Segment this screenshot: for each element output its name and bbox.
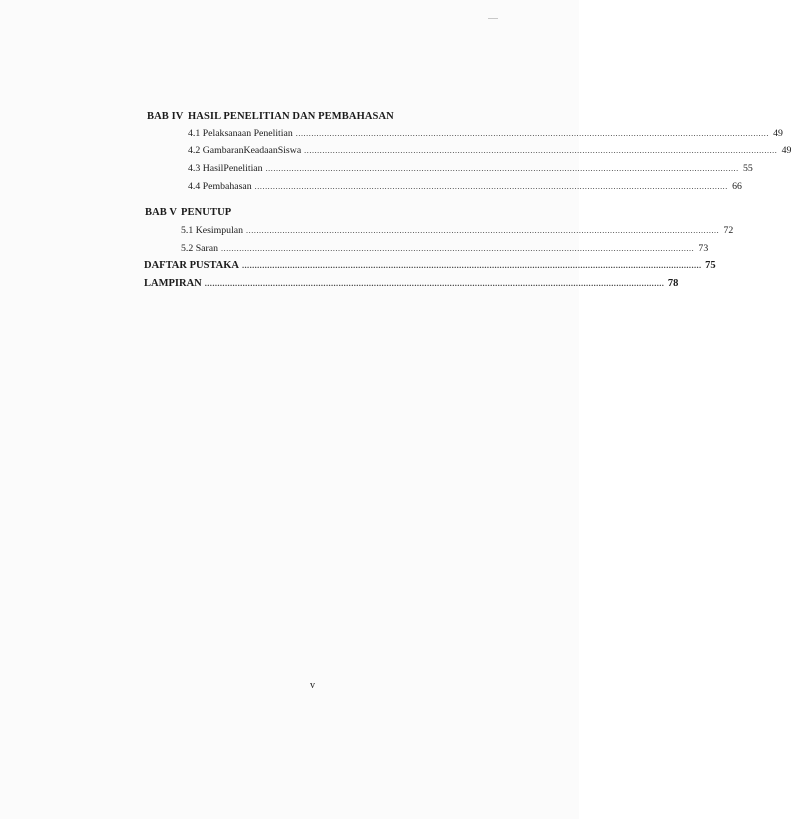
page-number: v [310,680,315,691]
toc-entry[interactable] [188,181,742,192]
chapter-number: BAB IV [147,111,184,122]
chapter-heading-bab-v [145,207,231,218]
toc-entry-label: 5.1 Kesimpulan [181,225,244,236]
toc-entry-page: 78 [667,278,679,289]
toc-entry-page: 73 [698,243,709,254]
toc-entry-page: 72 [723,225,734,236]
toc-entry-page: 75 [705,260,716,271]
chapter-title: PENUTUP [181,207,232,218]
chapter-number: BAB V [145,207,178,218]
toc-entry-label: 5.2 Saran [181,243,219,254]
toc-entry-label: DAFTAR PUSTAKA [144,260,239,271]
scan-artifact [488,18,498,19]
dot-leader: ...................................................................................................................................................................................... [221,244,695,253]
toc-entry-label: 4.1 Pelaksanaan Penelitian [188,128,293,139]
toc-entry-page: 55 [742,163,753,174]
dot-leader: ...................................................................................................................................................................................... [254,182,728,191]
dot-leader: ...................................................................................................................................................................................... [242,260,702,270]
toc-entry-label: 4.3 HasilPenelitian [188,163,263,174]
toc-entry[interactable] [188,145,791,156]
dot-leader: ...................................................................................................................................................................................... [295,129,769,138]
toc-entry-label: 4.4 Pembahasan [188,181,252,192]
toc-entry-label: LAMPIRAN [144,278,202,289]
toc-entry-page: 49 [781,145,791,156]
dot-leader: ...................................................................................................................................................................................... [246,226,720,235]
toc-entry[interactable] [188,128,783,139]
toc-entry-label: 4.2 GambaranKeadaanSiswa [188,145,302,156]
chapter-heading-bab-iv [147,111,394,122]
toc-entry[interactable] [181,243,709,254]
toc-entry-daftar-pustaka[interactable] [144,260,716,271]
toc-entry[interactable] [181,225,734,236]
dot-leader: ...................................................................................................................................................................................... [265,164,739,173]
chapter-title: HASIL PENELITIAN DAN PEMBAHASAN [188,111,394,122]
dot-leader: ...................................................................................................................................................................................... [204,278,665,288]
toc-entry-page: 49 [773,128,783,139]
dot-leader: ...................................................................................................................................................................................... [304,146,778,155]
toc-entry[interactable] [188,163,753,174]
toc-entry-page: 66 [732,181,742,192]
toc-entry-lampiran[interactable] [144,278,679,289]
